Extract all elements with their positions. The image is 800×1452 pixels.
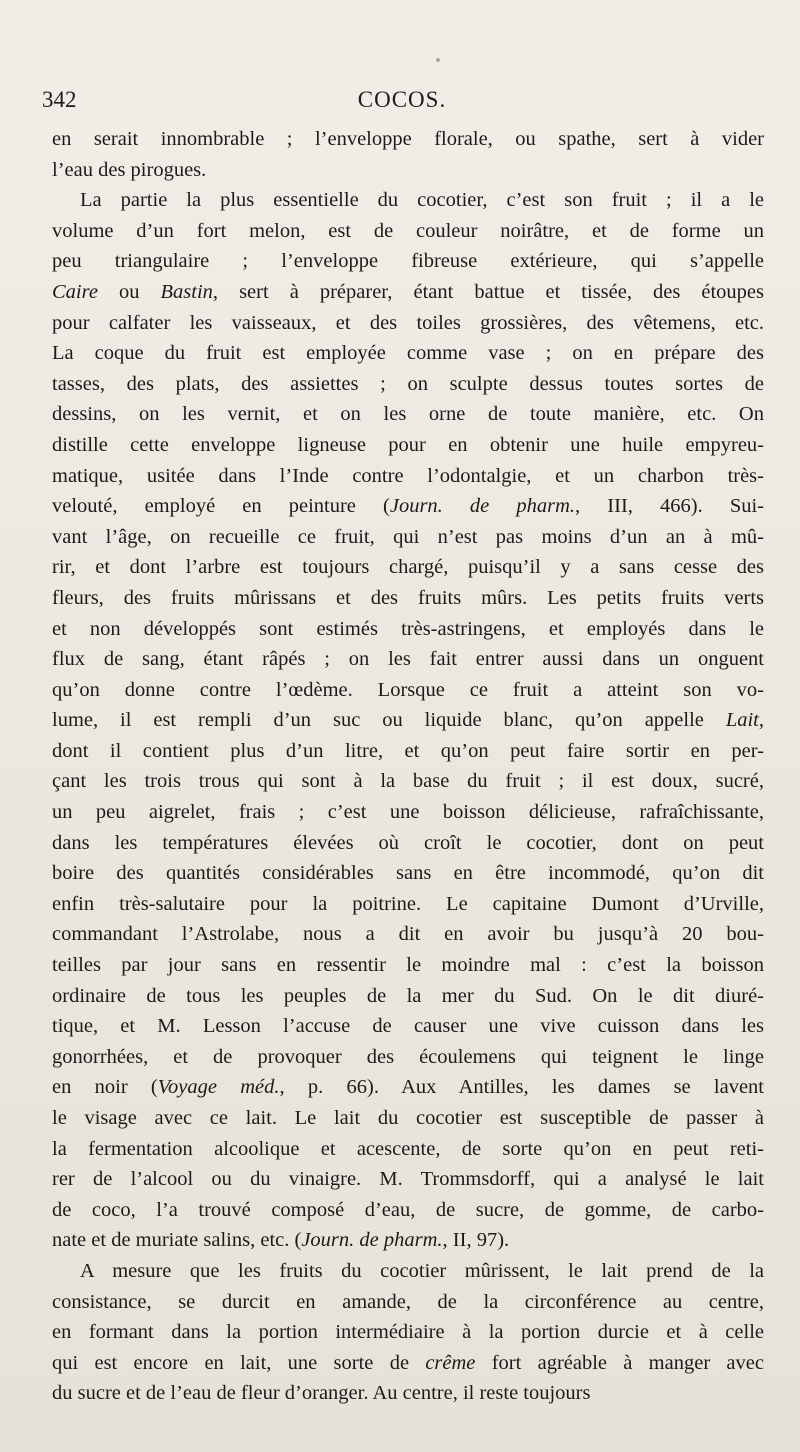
italic-term: Lait <box>725 709 759 732</box>
running-title: COCOS. <box>357 87 447 112</box>
text-line: distille cette enveloppe ligneuse pour en obtenir une huile empyreu- <box>52 433 764 456</box>
text-line: dessins, on les vernit, et on les orne de toute manière, etc. On <box>52 403 764 426</box>
text-line: fleurs, des fruits mûrissans et des fruits mûrs. Les petits fruits verts <box>52 586 764 609</box>
text-line: flux de sang, étant râpés ; on les fait entrer aussi dans un onguent <box>52 648 764 671</box>
text-line: et non développés sont estimés très-astringens, et employés dans le <box>52 617 764 640</box>
text-line: matique, usitée dans l’Inde contre l’odontalgie, et un charbon très- <box>52 464 764 487</box>
text-line: nate et de muriate salins, etc. (Journ. de pharm., II, 97). <box>52 1229 510 1252</box>
text-line: ordinaire de tous les peuples de la mer du Sud. On le dit diuré- <box>52 984 764 1007</box>
text-line: commandant l’Astrolabe, nous a dit en avoir bu jusqu’à 20 bou- <box>52 923 764 946</box>
text-line: en noir (Voyage méd., p. 66). Aux Antilles, les dames se lavent <box>52 1076 765 1099</box>
page-body-text <box>52 124 764 1409</box>
italic-term: crême <box>425 1351 476 1374</box>
text-line: vant l’âge, on recueille ce fruit, qui n’est pas moins d’un an à mû- <box>52 525 764 548</box>
text-line: tique, et M. Lesson l’accuse de causer une vive cuisson dans les <box>52 1015 764 1038</box>
text-line: çant les trois trous qui sont à la base du fruit ; il est doux, sucré, <box>52 770 764 793</box>
text-line: en serait innombrable ; l’enveloppe florale, ou spathe, sert à vider <box>52 128 764 150</box>
text-line: enfin très-salutaire pour la poitrine. Le capitaine Dumont d’Urville, <box>52 892 764 915</box>
italic-term: Voyage méd. <box>157 1076 280 1099</box>
italic-term: Journ. de pharm. <box>301 1229 443 1252</box>
text-line: consistance, se durcit en amande, de la circonférence au centre, <box>52 1290 764 1313</box>
paragraph-p1 <box>52 124 764 185</box>
text-line: en formant dans la portion intermédiaire à la portion durcie et à celle <box>52 1321 764 1344</box>
text-line: tasses, des plats, des assiettes ; on sculpte dessus toutes sortes de <box>52 372 764 395</box>
text-line: dont il contient plus d’un litre, et qu’on peut faire sortir en per- <box>52 739 764 762</box>
text-line: l’eau des pirogues. <box>52 158 207 181</box>
text-line: teilles par jour sans en ressentir le moindre mal : c’est la boisson <box>52 954 764 977</box>
text-line: la fermentation alcoolique et acescente, de sorte qu’on en peut reti- <box>52 1137 764 1160</box>
paragraph-p2 <box>52 185 764 1256</box>
page-header <box>42 82 762 118</box>
italic-term: Caire <box>52 280 98 303</box>
text-line: de coco, l’a trouvé composé d’eau, de sucre, de gomme, de carbo- <box>52 1198 764 1221</box>
text-line: La partie la plus essentielle du cocotier, c’est son fruit ; il a le <box>80 189 764 212</box>
text-line: rir, et dont l’arbre est toujours chargé, puisqu’il y a sans cesse des <box>52 556 764 579</box>
text-line: un peu aigrelet, frais ; c’est une boisson délicieuse, rafraîchissante, <box>52 801 764 824</box>
text-line: boire des quantités considérables sans en être incommodé, qu’on dit <box>52 862 764 885</box>
text-line: pour calfater les vaisseaux, et des toiles grossières, des vêtemens, etc. <box>52 311 764 334</box>
text-line: qu’on donne contre l’œdème. Lorsque ce fruit a atteint son vo- <box>52 678 764 701</box>
text-line: gonorrhées, et de provoquer des écoulemens qui teignent le linge <box>52 1045 764 1068</box>
text-line: le visage avec ce lait. Le lait du cocotier est susceptible de passer à <box>52 1107 764 1129</box>
text-line: qui est encore en lait, une sorte de crême fort agréable à manger avec <box>52 1351 764 1374</box>
text-line: La coque du fruit est employée comme vase ; on en prépare des <box>52 342 764 365</box>
text-line: volume d’un fort melon, est de couleur noirâtre, et de forme un <box>52 219 764 242</box>
text-line: A mesure que les fruits du cocotier mûrissent, le lait prend de la <box>80 1259 764 1282</box>
ink-speck <box>436 58 440 62</box>
paragraph-p3 <box>52 1256 764 1409</box>
text-line: du sucre et de l’eau de fleur d’oranger. Au centre, il reste toujours <box>52 1382 591 1405</box>
text-line: dans les températures élevées où croît le cocotier, dont on peut <box>52 831 764 854</box>
text-line: Caire ou Bastin, sert à préparer, étant battue et tissée, des étoupes <box>52 280 764 303</box>
text-line: velouté, employé en peinture (Journ. de pharm., III, 466). Sui- <box>52 495 764 518</box>
text-line: rer de l’alcool ou du vinaigre. M. Trommsdorff, qui a analysé le lait <box>52 1168 764 1191</box>
italic-term: Journ. de pharm. <box>389 495 576 518</box>
text-line: peu triangulaire ; l’enveloppe fibreuse extérieure, qui s’appelle <box>52 250 764 273</box>
text-line: lume, il est rempli d’un suc ou liquide blanc, qu’on appelle Lait, <box>52 709 764 732</box>
italic-term: Bastin <box>160 280 213 303</box>
page-number: 342 <box>42 87 77 112</box>
